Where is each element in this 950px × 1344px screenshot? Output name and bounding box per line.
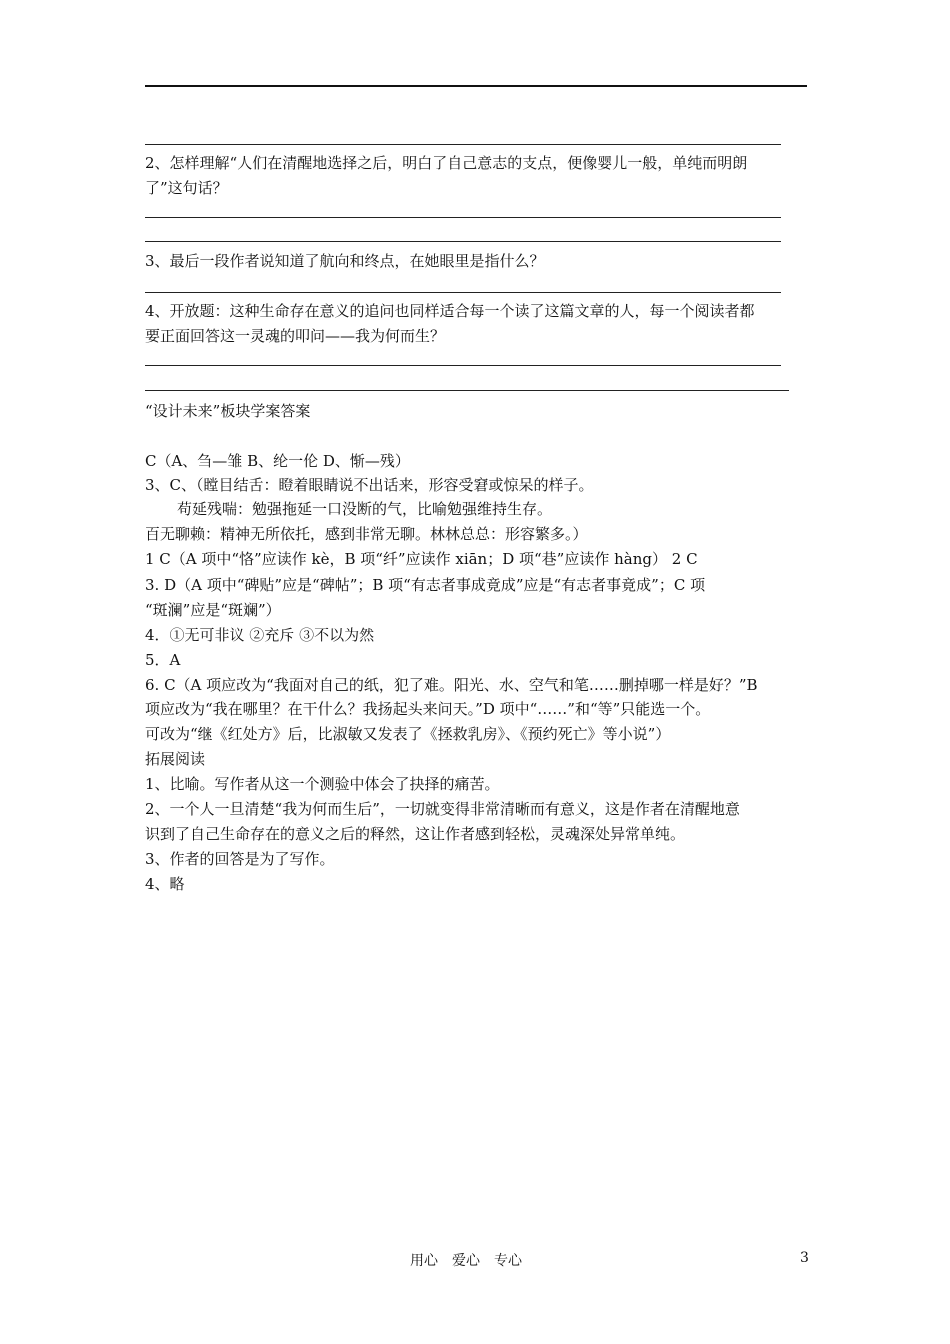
- question-4-line-1: 4、开放题：这种生命存在意义的追问也同样适合每一个读了这篇文章的人，每一个阅读者都: [145, 302, 755, 320]
- answers-heading: “设计未来”板块学案答案: [145, 402, 311, 420]
- answer-blank-line: [145, 292, 781, 293]
- answer-3-line-3: 百无聊赖：精神无所依托，感到非常无聊。林林总总：形容繁多。）: [145, 525, 588, 543]
- extended-answer-3: 3、作者的回答是为了写作。: [145, 850, 335, 868]
- question-2-line-2: 了”这句话？: [145, 179, 228, 197]
- page-number: 3: [800, 1250, 809, 1266]
- answer-3-line-2: 苟延残喘：勉强拖延一口没断的气，比喻勉强维持生存。: [177, 500, 553, 518]
- answer-6-line-3: 可改为“继《红处方》后，比淑敏又发表了《拯救乳房》、《预约死亡》等小说”）: [145, 725, 671, 743]
- answer-4: 4．①无可非议 ②充斥 ③不以为然: [145, 626, 375, 644]
- answer-3-line-1: 3、C、（瞠目结舌：瞪着眼睛说不出话来，形容受窘或惊呆的样子。: [145, 476, 594, 494]
- answer-1: 1 C（A 项中“恪”应读作 kè，B 项“纤”应读作 xiān；D 项“巷”应读作 hàng） 2 C: [145, 550, 698, 568]
- question-2-line-1: 2、怎样理解“人们在清醒地选择之后，明白了自己意志的支点，便像婴儿一般，单纯而明朗: [145, 154, 748, 172]
- answer-blank-line: [145, 217, 781, 218]
- answer-3d-line-2: “斑澜”应是“斑斓”）: [145, 601, 281, 619]
- footer-motto: 用心 爱心 专心: [410, 1253, 522, 1269]
- extended-answer-2-line-1: 2、一个人一旦清楚“我为何而生后”，一切就变得非常清晰而有意义，这是作者在清醒地意: [145, 800, 740, 818]
- answer-blank-line: [145, 365, 781, 366]
- answer-6-line-2: 项应改为“我在哪里？在干什么？我扬起头来问天。”D 项中“……”和“等”只能选一个。: [145, 700, 711, 718]
- extended-answer-4: 4、略: [145, 875, 185, 893]
- answer-blank-line: [145, 390, 789, 391]
- extended-reading-heading: 拓展阅读: [145, 750, 206, 768]
- question-4-line-2: 要正面回答这一灵魂的叩问——我为何而生？: [145, 327, 446, 345]
- extended-answer-2-line-2: 识到了自己生命存在的意义之后的释然，这让作者感到轻松，灵魂深处异常单纯。: [145, 825, 686, 843]
- answer-blank-line: [145, 241, 781, 242]
- question-3: 3、最后一段作者说知道了航向和终点，在她眼里是指什么？: [145, 252, 545, 270]
- answer-c: C（A、刍—雏 B、纶一伦 D、惭—残）: [145, 452, 410, 470]
- answer-blank-line: [145, 85, 807, 87]
- answer-6-line-1: 6. C（A 项应改为“我面对自己的纸，犯了难。阳光、水、空气和笔……删掉哪一样是好？”B: [145, 676, 758, 694]
- answer-3d-line-1: 3. D（A 项中“碑贴”应是“碑帖”；B 项“有志者事成竟成”应是“有志者事竟成”；C 项: [145, 576, 706, 594]
- extended-answer-1: 1、比喻。写作者从这一个测验中体会了抉择的痛苦。: [145, 775, 500, 793]
- answer-5: 5．A: [145, 651, 181, 669]
- answer-blank-line: [145, 144, 781, 145]
